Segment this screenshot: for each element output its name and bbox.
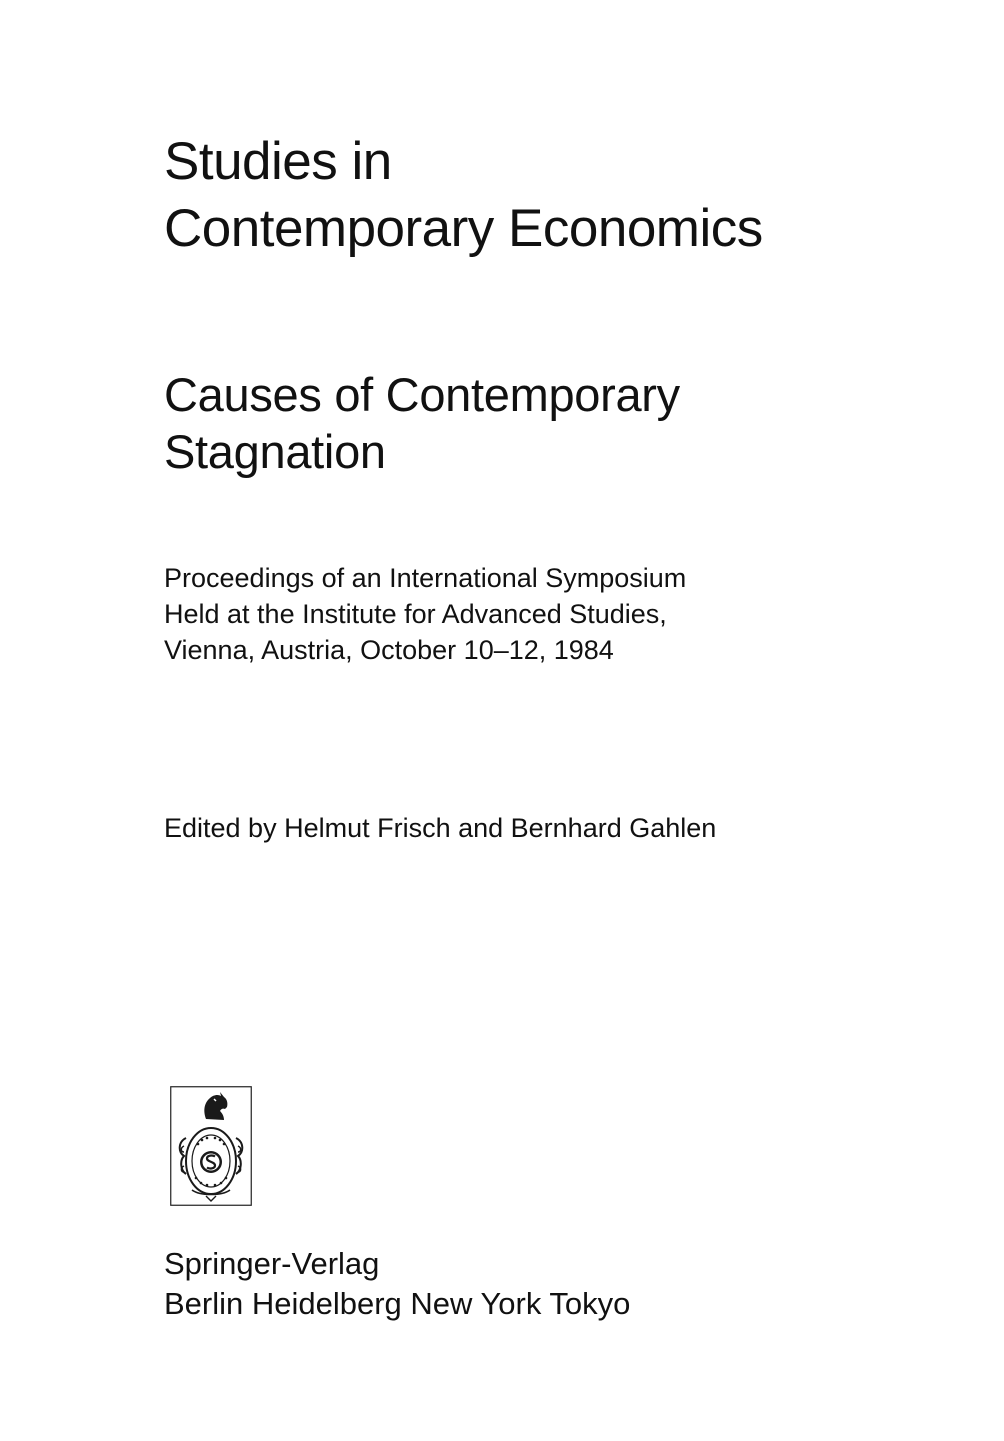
subtitle-line-1: Proceedings of an International Symposium — [164, 563, 687, 593]
publisher — [164, 1244, 630, 1324]
editors-line — [164, 810, 716, 846]
series-title-line-2: Contemporary Economics — [164, 199, 763, 258]
book-title — [164, 366, 680, 480]
series-title — [164, 128, 763, 262]
book-subtitle — [164, 560, 686, 668]
series-title-line-1: Studies in — [164, 132, 392, 191]
subtitle-line-2: Held at the Institute for Advanced Studies, — [164, 599, 667, 629]
book-title-line-1: Causes of Contemporary — [164, 368, 680, 421]
publisher-name: Springer-Verlag — [164, 1246, 380, 1281]
subtitle-line-3: Vienna, Austria, October 10–12, 1984 — [164, 635, 614, 665]
book-title-line-2: Stagnation — [164, 425, 386, 478]
publisher-cities: Berlin Heidelberg New York Tokyo — [164, 1286, 631, 1321]
springer-knight-logo-icon — [170, 1086, 252, 1206]
editors-text: Edited by Helmut Frisch and Bernhard Gahlen — [164, 813, 717, 843]
